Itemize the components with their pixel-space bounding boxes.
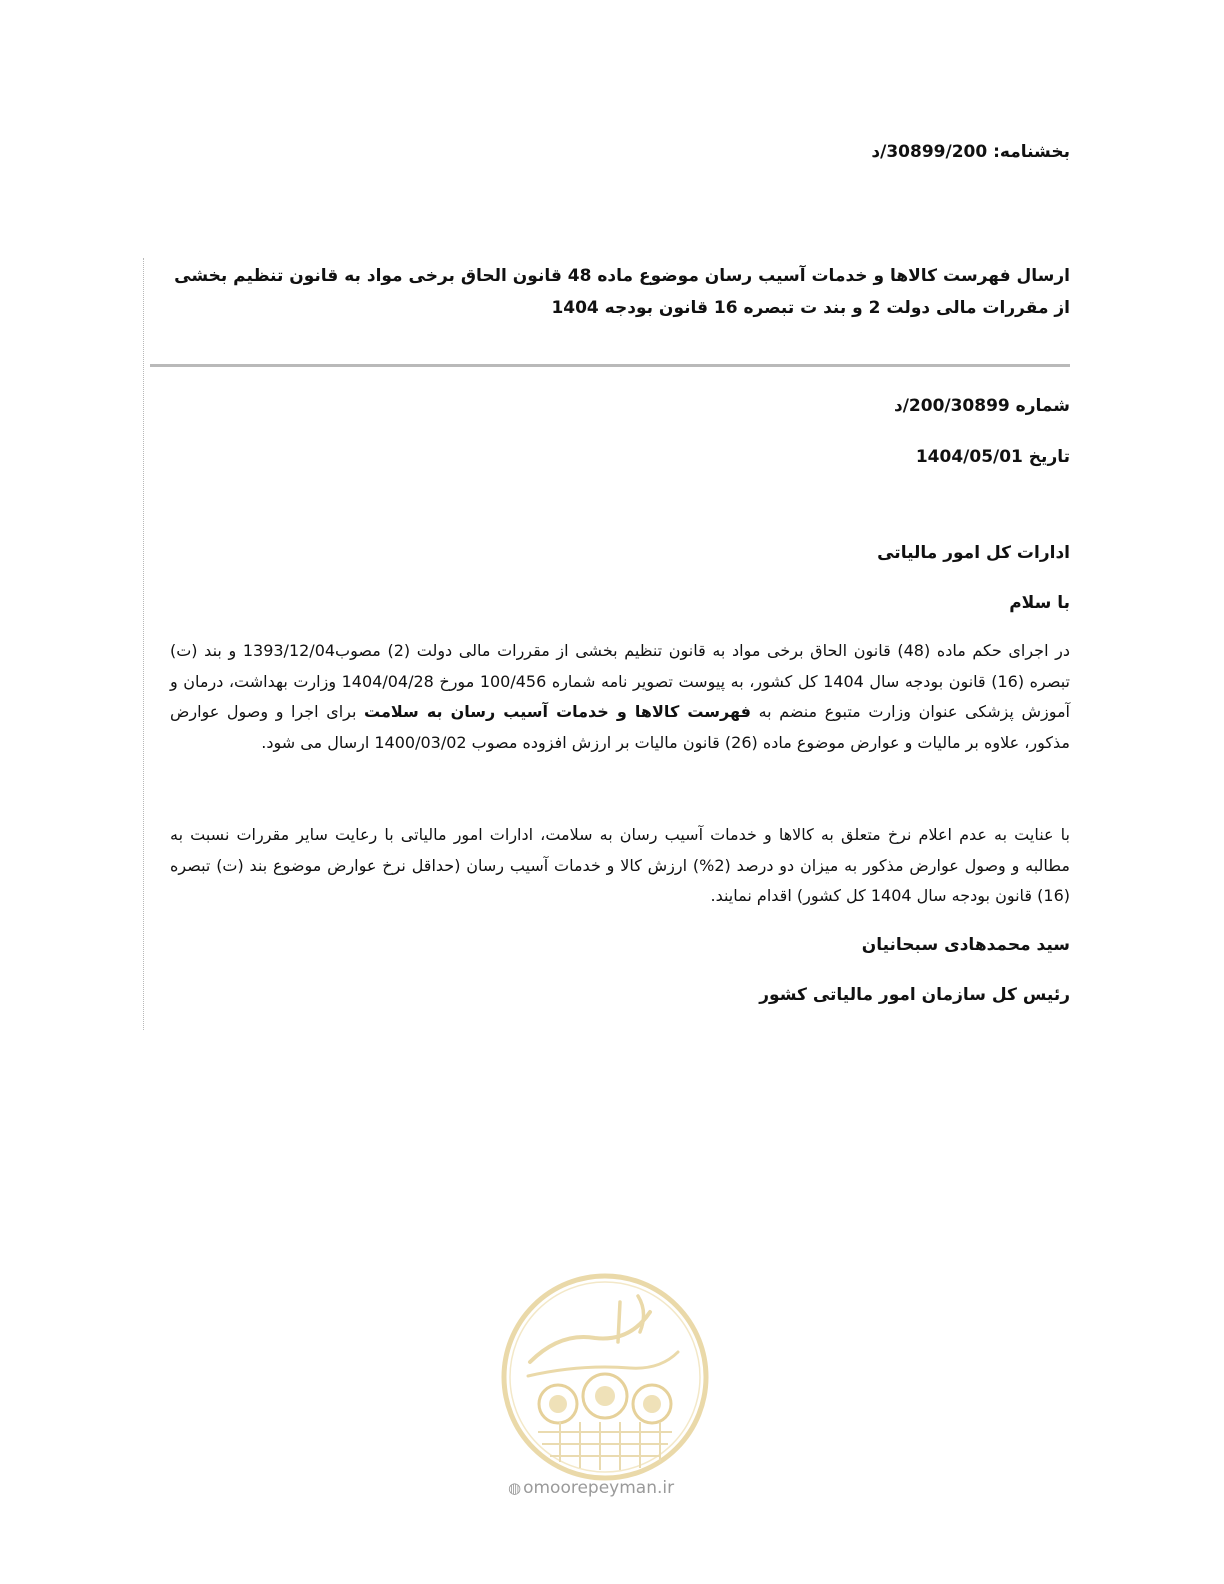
- letter-recipient: ادارات کل امور مالیاتی: [877, 543, 1070, 563]
- letter-date: تاریخ 1404/05/01: [915, 447, 1070, 467]
- website-text: omoorepeyman.ir: [523, 1478, 675, 1498]
- globe-icon: ◍: [508, 1479, 522, 1497]
- watermark-logo-icon: [500, 1272, 710, 1482]
- paragraph-text: در اجرای حکم ماده (48) قانون الحاق برخی مواد به قانون تنظیم بخشی از مقررات مالی دولت (2) مصوب1393/12/04 و بند (ت) تبصره (16) قانون بودجه سال 1404 کل کشور، به پیوست تصویر نامه شماره 100/456 مورخ 1404/04/28 وزارت بهداشت، درمان و آموزش پزشکی عنوان وزارت متبوع منضم به: [170, 641, 1070, 721]
- body-paragraph-2: با عنایت به عدم اعلام نرخ متعلق به کالاها و خدمات آسیب رسان به سلامت، ادارات امور مالیاتی با رعایت سایر مقررات نسبت به مطالبه و وصول عوارض مذکور به میزان دو درصد (2%) ارزش کالا و خدمات آسیب رسان (حداقل نرخ عوارض موضوع بند (ت) تبصره (16) قانون بودجه سال 1404 کل کشور) اقدام نمایند.: [170, 825, 1071, 905]
- letter-greeting: با سلام: [1009, 593, 1070, 613]
- circular-number-header: بخشنامه: 30899/200/د: [871, 142, 1070, 162]
- body-paragraph-1: [170, 636, 1070, 758]
- signatory-title: رئیس کل سازمان امور مالیاتی کشور: [759, 985, 1070, 1005]
- paragraph-text: برای اجرا و وصول عوارض مذکور، علاوه بر مالیات و عوارض موضوع ماده (26) قانون مالیات بر ارزش افزوده مصوب 1400/03/02 ارسال می شود.: [170, 702, 1070, 752]
- letter-number: شماره 200/30899/د: [893, 396, 1070, 416]
- website-watermark: [508, 1478, 708, 1498]
- title-divider: [150, 364, 1070, 367]
- subject-title: ارسال فهرست کالاها و خدمات آسیب رسان موضوع ماده 48 قانون الحاق برخی مواد به قانون تنظیم بخشی از مقررات مالی دولت 2 و بند ت تبصره 16 قانون بودجه 1404: [174, 266, 1070, 318]
- paragraph-bold-phrase: فهرست کالاها و خدمات آسیب رسان به سلامت: [364, 702, 751, 721]
- signatory-name: سید محمدهادی سبحانیان: [861, 935, 1070, 955]
